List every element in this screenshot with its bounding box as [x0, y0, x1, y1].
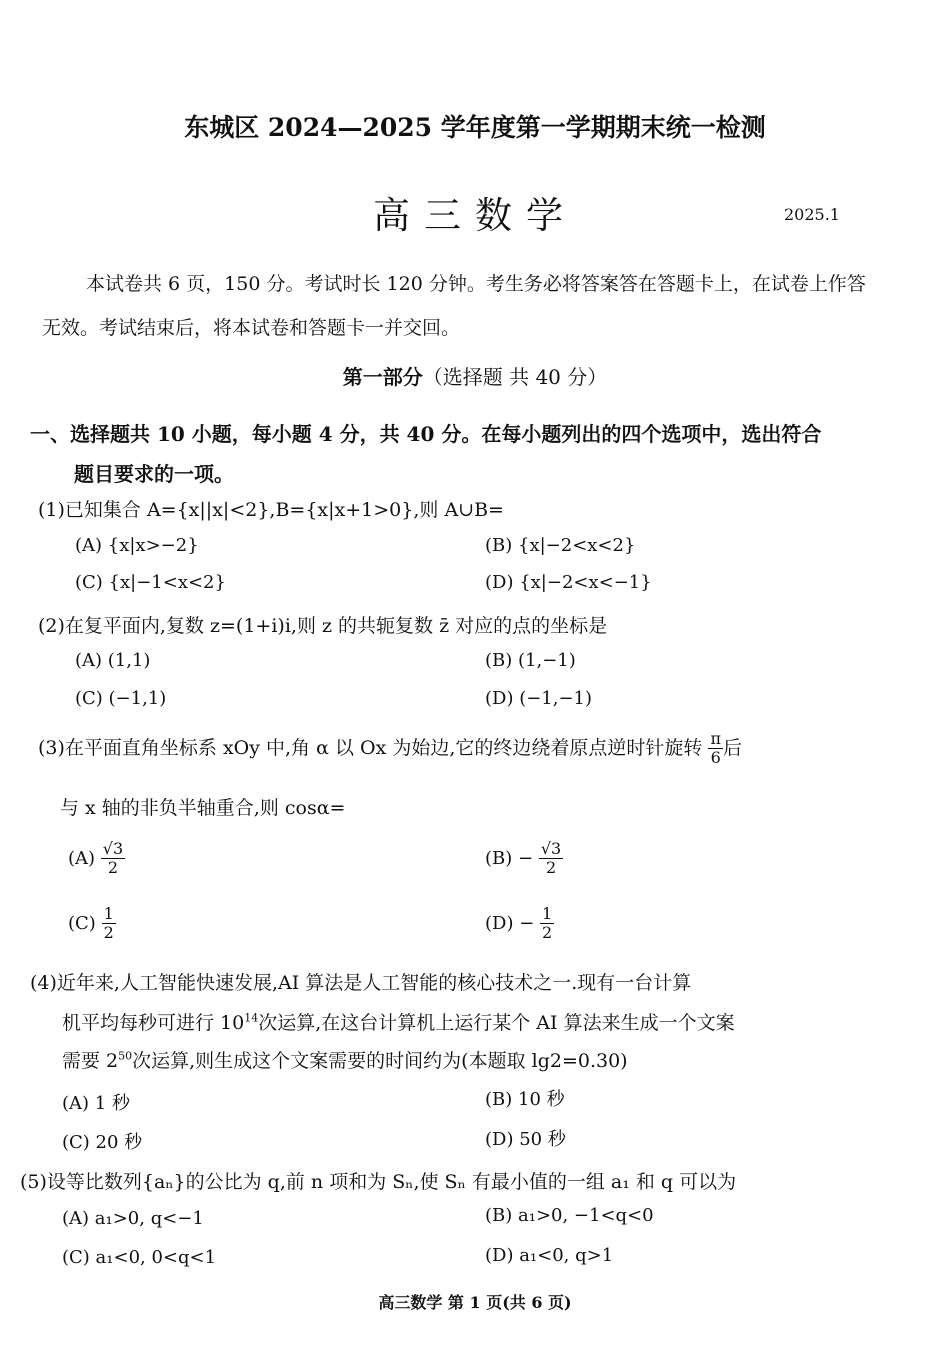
page-footer: 高三数学 第 1 页(共 6 页) [378, 1293, 572, 1312]
exam-title: 东城区 2024—2025 学年度第一学期期末统一检测 [184, 113, 766, 142]
option-sign: − [519, 912, 535, 934]
question-3-stem-fraction [708, 730, 723, 768]
option-fraction [102, 905, 116, 943]
question-3-stem-tail: 后 [722, 736, 742, 759]
fraction-numerator: 1 [542, 904, 553, 923]
question-4-option-a: (A) 1 秒 [62, 1093, 130, 1114]
exponent: 14 [244, 1011, 259, 1025]
fraction-numerator: √3 [540, 839, 562, 858]
question-5-option-d: (D) a₁<0, q>1 [485, 1245, 614, 1266]
question-4-option-b: (B) 10 秒 [485, 1089, 565, 1110]
question-4-stem-line1: (4)近年来,人工智能快速发展,AI 算法是人工智能的核心技术之一.现有一台计算 [30, 972, 692, 994]
stem-text: 需要 2 [62, 1050, 119, 1072]
question-4-option-c: (C) 20 秒 [62, 1132, 143, 1153]
question-5-option-b: (B) a₁>0, −1<q<0 [485, 1205, 654, 1226]
fraction-denominator: 2 [545, 858, 557, 878]
question-1-stem: (1)已知集合 A={x||x|<2},B={x|x+1>0},则 A∪B= [38, 499, 504, 521]
part-title: 第一部分 [342, 365, 423, 389]
question-3-option-a [68, 840, 125, 878]
question-2-option-a: (A) (1,1) [75, 650, 151, 671]
question-5-stem: (5)设等比数列{aₙ}的公比为 q,前 n 项和为 Sₙ,使 Sₙ 有最小值的一组 a₁ 和 q 可以为 [20, 1171, 737, 1193]
question-2-option-d: (D) (−1,−1) [485, 688, 593, 709]
option-label: (D) [485, 912, 514, 934]
question-5-option-c: (C) a₁<0, 0<q<1 [62, 1247, 217, 1268]
option-fraction [540, 905, 554, 943]
fraction-denominator: 6 [710, 748, 721, 768]
fraction-denominator: 2 [103, 923, 114, 943]
section-heading [30, 414, 890, 494]
option-fraction [101, 840, 125, 878]
stem-text: 次运算,在这台计算机上运行某个 AI 算法来生成一个文案 [258, 1012, 735, 1034]
option-sign: − [518, 847, 534, 869]
fraction-denominator: 2 [542, 923, 553, 943]
exponent: 50 [118, 1049, 133, 1063]
question-1-option-d: (D) {x|−2<x<−1} [485, 572, 652, 593]
stem-text: 次运算,则生成这个文案需要的时间约为(本题取 lg2=0.30) [132, 1050, 628, 1072]
question-5-option-a: (A) a₁>0, q<−1 [62, 1208, 204, 1229]
stem-text: 机平均每秒可进行 10 [62, 1012, 245, 1034]
option-fraction [539, 840, 563, 878]
question-3-option-b [485, 840, 563, 878]
exam-instructions: 本试卷共 6 页，150 分。考试时长 120 分钟。考生务必将答案答在答题卡上，在试卷上作答无效。考试结束后，将本试卷和答题卡一并交回。 [42, 273, 866, 339]
section-heading-line1: 一、选择题共 10 小题，每小题 4 分，共 40 分。在每小题列出的四个选项中，选出符合 [30, 422, 822, 446]
fraction-numerator: π [710, 729, 721, 748]
question-3-stem-text: (3)在平面直角坐标系 xOy 中,角 α 以 Ox 为始边,它的终边绕着原点逆时针旋转 [38, 736, 703, 759]
fraction-numerator: √3 [102, 839, 124, 858]
fraction-numerator: 1 [103, 904, 114, 923]
exam-date: 2025.1 [784, 205, 840, 224]
question-2-option-c: (C) (−1,1) [75, 688, 167, 709]
question-4-stem-line2 [62, 1008, 735, 1035]
part-subtitle: （选择题 共 40 分） [422, 365, 608, 389]
question-4-stem-line3 [62, 1046, 628, 1073]
question-3-stem [38, 730, 742, 768]
subject-title: 高三数学 [373, 194, 577, 237]
section-heading-line2: 题目要求的一项。 [74, 462, 234, 486]
option-label: (C) [68, 912, 96, 934]
option-label: (A) [68, 847, 96, 869]
question-3-option-c [68, 905, 116, 943]
fraction-denominator: 2 [107, 858, 119, 878]
question-2-option-b: (B) (1,−1) [485, 650, 576, 671]
question-1-option-a: (A) {x|x>−2} [75, 535, 199, 556]
question-1-option-c: (C) {x|−1<x<2} [75, 572, 226, 593]
question-3-option-d [485, 905, 554, 943]
part-heading [0, 361, 950, 390]
question-3-stem-line2: 与 x 轴的非负半轴重合,则 cosα= [60, 797, 346, 819]
question-1-option-b: (B) {x|−2<x<2} [485, 535, 636, 556]
question-4-option-d: (D) 50 秒 [485, 1129, 566, 1150]
question-2-stem: (2)在复平面内,复数 z=(1+i)i,则 z 的共轭复数 z̄ 对应的点的坐标是 [38, 615, 608, 637]
option-label: (B) [485, 847, 513, 869]
